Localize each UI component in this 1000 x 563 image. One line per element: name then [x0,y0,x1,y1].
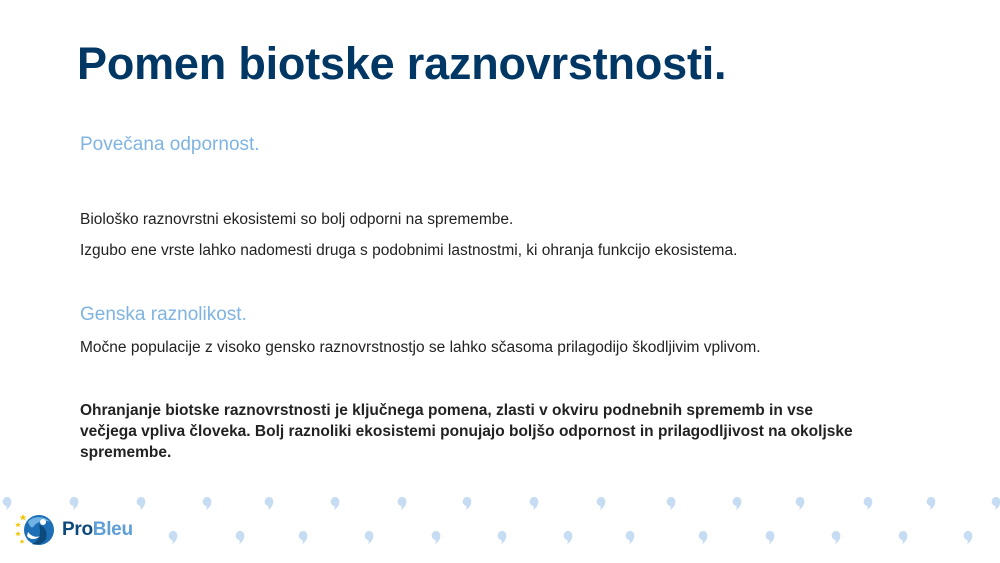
paragraph: Močne populacije z visoko gensko raznovrstnostjo se lahko sčasoma prilagodijo škodljivim vplivom. [80,339,761,356]
conclusion-text: Ohranjanje biotske raznovrstnosti je ključnega pomena, zlasti v okviru podnebnih sprememb in vse večjega vpliva človeka. Bolj raznoliki ekosistemi ponujajo boljšo odpornost in prilagodljivost na okoljske spremembe. [80,402,853,461]
probleu-logo [14,512,133,548]
section-heading-resilience: Povečana odpornost. [80,134,260,155]
logo-text-pro: Pro [62,519,93,540]
drop-row-bottom [169,531,973,544]
drop-row-top [3,497,1000,510]
slide-title: Pomen biotske raznovrstnosti. [77,38,727,89]
section-heading-genetic-diversity: Genska raznolikost. [80,304,247,325]
paragraph: Izgubo ene vrste lahko nadomesti druga s podobnimi lastnostmi, ki ohranja funkcijo ekosistema. [80,242,738,259]
probleu-swimmer-logo-icon [14,512,56,548]
logo-wordmark [62,519,133,541]
paragraph: Biološko raznovrstni ekosistemi so bolj odporni na spremembe. [80,211,514,228]
logo-text-bleu: Bleu [92,519,133,540]
